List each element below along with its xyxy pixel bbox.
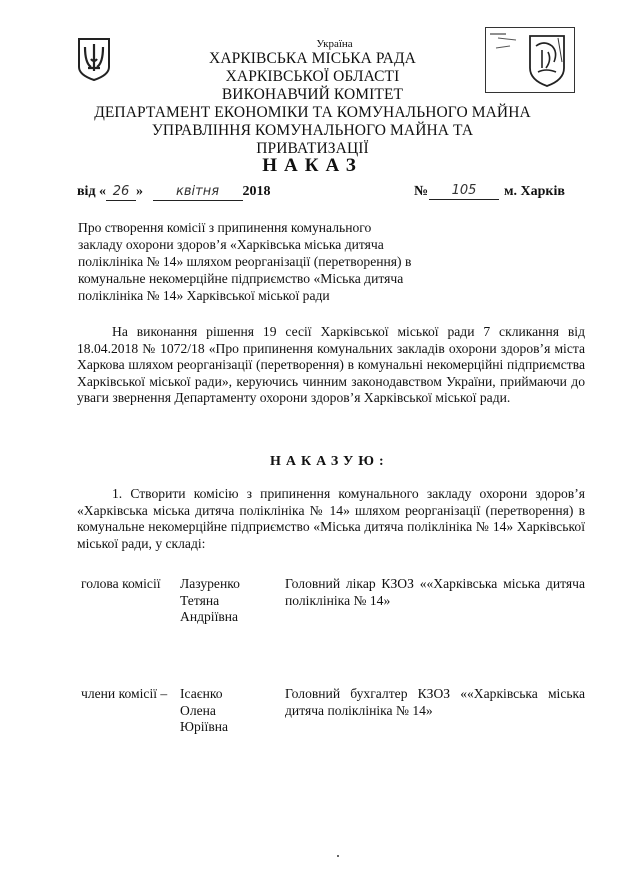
- country-label: Україна: [316, 38, 353, 50]
- header-line: ДЕПАРТАМЕНТ ЕКОНОМІКИ ТА КОМУНАЛЬНОГО МАЙНА: [94, 104, 531, 121]
- order-subject: Про створення комісії з припинення комунального закладу охорони здоров’я «Харківська міська дитяча поліклініка № 14» шляхом реорганізації (перетворення) в комунальне некомерційне підприємство «Міська дитяча поліклініка № 14» Харківської міської ради: [78, 220, 412, 303]
- member-patronymic: Андріївна: [180, 609, 239, 624]
- header-line: ХАРКІВСЬКОЇ ОБЛАСТІ: [225, 68, 400, 85]
- document-title: НАКАЗ: [262, 155, 363, 176]
- member-name: [180, 686, 280, 736]
- year: 2018: [242, 184, 271, 199]
- number-prefix: №: [414, 184, 429, 199]
- header-line: ВИКОНАВЧИЙ КОМІТЕТ: [221, 86, 404, 103]
- member-role: члени комісії –: [81, 686, 168, 701]
- handwritten-number: 105: [429, 184, 499, 200]
- order-item-1: 1. Створити комісію з припинення комунального закладу охорони здоров’я «Харківська міська дитяча поліклініка № 14» шляхом реорганізації (перетворення) в комунальне некомерційне підприємство «Міська дитяча поліклініка № 14» Харківської міської ради, у складі:: [77, 486, 585, 551]
- scan-dot: [337, 855, 339, 857]
- org-header: [0, 50, 625, 158]
- preamble-paragraph: На виконання рішення 19 сесії Харківської міської ради 7 скликання від 18.04.2018 № 1072/18 «Про припинення комунальних закладів охорони здоров’я міста Харкова шляхом реорганізації (перетворення) в комунальні некомерційні підприємства Харківської міської ради», керуючись чинним законодавством України, приймаючи до уваги звернення Департаменту охорони здоров’я Харківської міської ради.: [77, 324, 585, 405]
- header-line: УПРАВЛІННЯ КОМУНАЛЬНОГО МАЙНА ТА: [151, 122, 474, 139]
- date-number-line: [77, 184, 577, 204]
- member-surname: Ісаєнко: [180, 686, 223, 701]
- city: м. Харків: [504, 184, 565, 199]
- member-surname: Лазуренко: [180, 576, 240, 591]
- date-prefix: від «: [77, 184, 107, 199]
- member-first-name: Тетяна: [180, 592, 220, 608]
- header-line: ПРИВАТИЗАЦІЇ: [256, 140, 369, 157]
- member-first-name: Олена: [180, 702, 216, 718]
- date-separator: »: [136, 184, 144, 199]
- handwritten-day: 26: [106, 185, 136, 201]
- header-line: ХАРКІВСЬКА МІСЬКА РАДА: [209, 50, 416, 67]
- member-role: голова комісії: [81, 576, 161, 591]
- member-position: Головний бухгалтер КЗОЗ ««Харківська міська дитяча поліклініка № 14»: [285, 686, 585, 718]
- member-name: [180, 576, 280, 626]
- member-position: Головний лікар КЗОЗ ««Харківська міська дитяча поліклініка № 14»: [285, 576, 585, 608]
- order-heading: НАКАЗУЮ:: [270, 454, 389, 469]
- handwritten-month: квітня: [153, 185, 243, 201]
- member-patronymic: Юріївна: [180, 719, 229, 734]
